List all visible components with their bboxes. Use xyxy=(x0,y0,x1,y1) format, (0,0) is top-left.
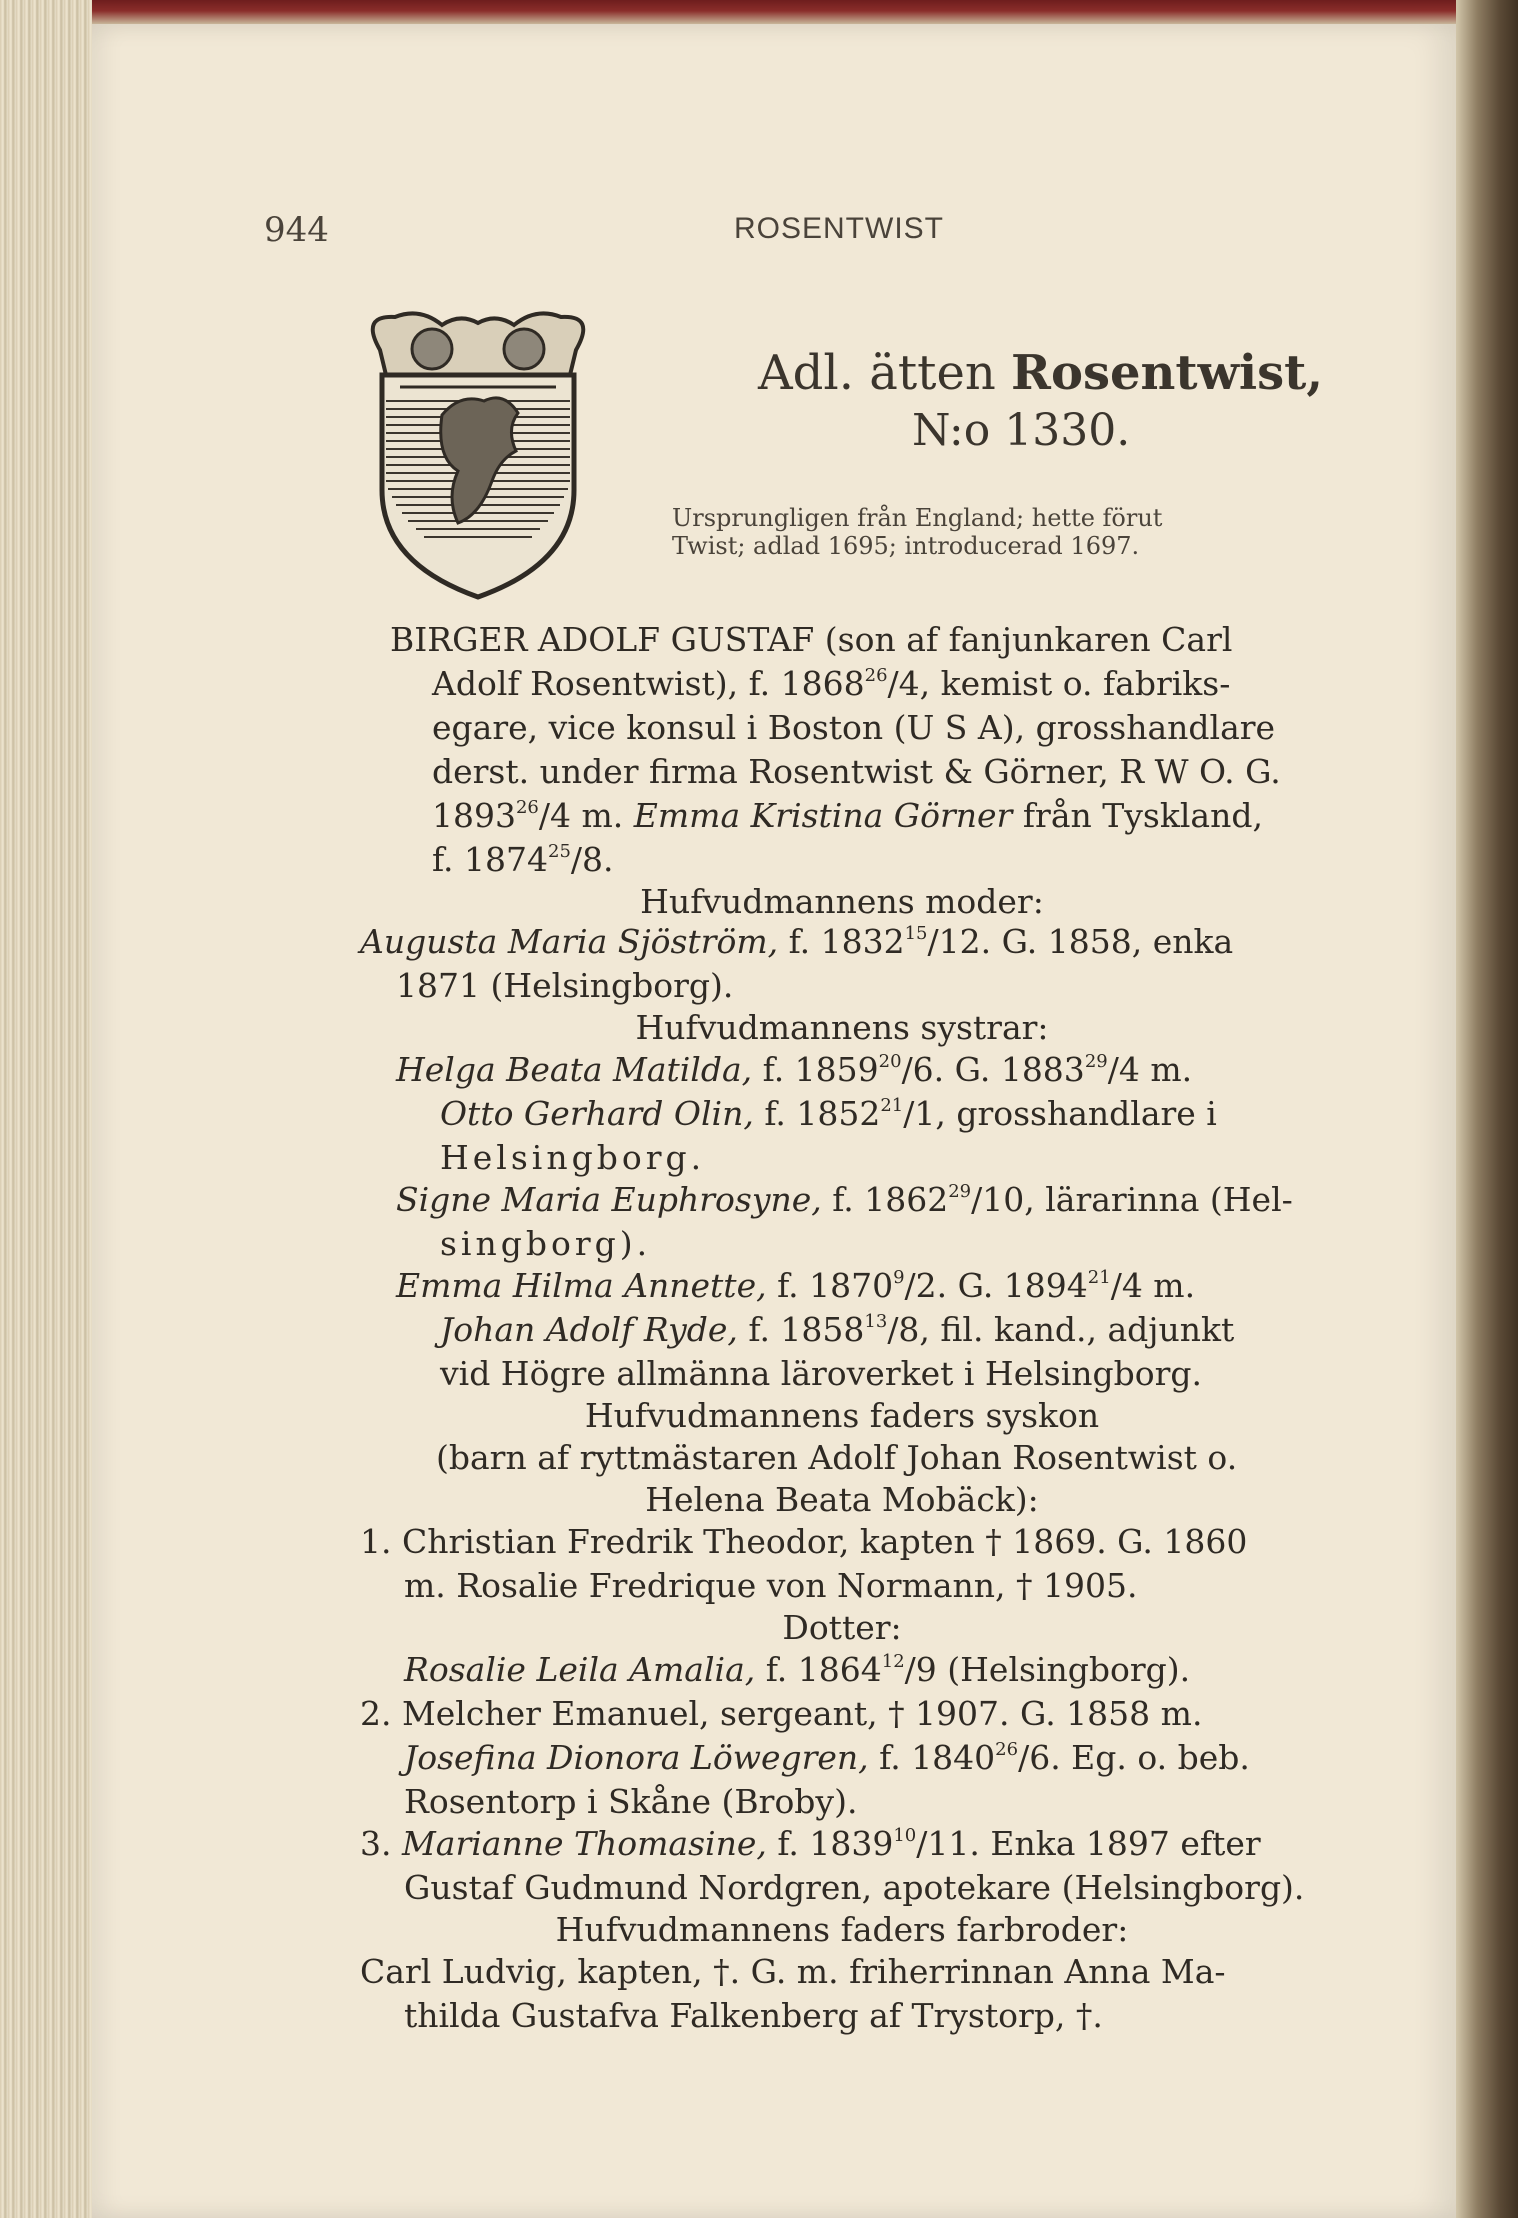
sister-2-line-2: singborg). xyxy=(440,1224,652,1263)
sister-3-line-2: Johan Adolf Ryde, f. 1858$^{13}$/8, fil. kand., adjunkt xyxy=(440,1310,1235,1349)
child-2-line-3: Rosentorp i Skåne (Broby). xyxy=(404,1782,858,1821)
sister-3-line-3: vid Högre allmänna läroverket i Helsingborg. xyxy=(440,1354,1203,1393)
entry-line-4: derst. under firma Rosentwist & Görner, R W O. G. xyxy=(432,752,1281,791)
sisters-heading: Hufvudmannens systrar: xyxy=(635,1008,1049,1047)
mother-line-1: Augusta Maria Sjöström, f. 1832$^{15}$/12. G. 1858, enka xyxy=(360,922,1234,961)
title-prefix: Adl. ätten xyxy=(758,345,996,401)
sister-1-line-3: Helsingborg. xyxy=(440,1138,706,1177)
entry-line-5: 1893$^{26}$/4 m. Emma Kristina Görner från Tyskland, xyxy=(432,796,1263,835)
sister-1-line-2: Otto Gerhard Olin, f. 1852$^{21}$/1, grosshandlare i xyxy=(440,1094,1217,1133)
origin-line-2: Twist; adlad 1695; introducerad 1697. xyxy=(672,532,1140,560)
running-head: ROSENTWIST xyxy=(734,212,944,245)
father-uncle-line-2: thilda Gustafva Falkenberg af Trystorp, †. xyxy=(404,1996,1103,2035)
father-siblings-heading: Hufvudmannens faders syskon xyxy=(584,1396,1100,1435)
father-uncle-heading: Hufvudmannens faders farbroder: xyxy=(555,1910,1129,1949)
family-title xyxy=(758,345,1323,401)
coat-of-arms-icon xyxy=(350,305,606,605)
entry-line-1: BIRGER ADOLF GUSTAF (son af fanjunkaren Carl xyxy=(390,620,1233,659)
child-2-line-2: Josefina Dionora Löwegren, f. 1840$^{26}$/6. Eg. o. beb. xyxy=(404,1738,1250,1777)
title-name: Rosentwist, xyxy=(1011,345,1324,401)
family-number: N:o 1330. xyxy=(912,405,1131,456)
child-1-line-1: 1. Christian Fredrik Theodor, kapten † 1869. G. 1860 xyxy=(360,1522,1248,1561)
mother-line-2: 1871 (Helsingborg). xyxy=(396,966,734,1005)
book-left-edge xyxy=(0,0,92,2218)
book-top-edge xyxy=(0,0,1518,24)
sister-1-line-1: Helga Beata Matilda, f. 1859$^{20}$/6. G. 1883$^{29}$/4 m. xyxy=(396,1050,1193,1089)
origin-line-1: Ursprungligen från England; hette förut xyxy=(672,504,1163,532)
child-1-line-2: m. Rosalie Fredrique von Normann, † 1905. xyxy=(404,1566,1138,1605)
entry-line-2: Adolf Rosentwist), f. 1868$^{26}$/4, kemist o. fabriks- xyxy=(432,664,1231,703)
origin-note xyxy=(672,504,1162,560)
daughter-line: Rosalie Leila Amalia, f. 1864$^{12}$/9 (Helsingborg). xyxy=(404,1650,1191,1689)
father-siblings-parents-1: (barn af ryttmästaren Adolf Johan Rosentwist o. xyxy=(436,1438,1238,1477)
mother-heading: Hufvudmannens moder: xyxy=(640,882,1044,921)
child-2-line-1: 2. Melcher Emanuel, sergeant, † 1907. G. 1858 m. xyxy=(360,1694,1203,1733)
child-3-line-2: Gustaf Gudmund Nordgren, apotekare (Helsingborg). xyxy=(404,1868,1305,1907)
sister-2-line-1: Signe Maria Euphrosyne, f. 1862$^{29}$/10, lärarinna (Hel- xyxy=(396,1180,1293,1219)
sister-3-line-1: Emma Hilma Annette, f. 1870$^9$/2. G. 1894$^{21}$/4 m. xyxy=(396,1266,1196,1305)
entry-line-3: egare, vice konsul i Boston (U S A), grosshandlare xyxy=(432,708,1276,747)
book-right-edge xyxy=(1456,0,1518,2218)
daughter-heading: Dotter: xyxy=(782,1608,902,1647)
entry-line-6: f. 1874$^{25}$/8. xyxy=(432,840,614,879)
father-siblings-parents-2: Helena Beata Mobäck): xyxy=(645,1480,1039,1519)
child-3-line-1: 3. Marianne Thomasine, f. 1839$^{10}$/11. Enka 1897 efter xyxy=(360,1824,1261,1863)
father-uncle-line-1: Carl Ludvig, kapten, †. G. m. friherrinnan Anna Ma- xyxy=(360,1952,1226,1991)
page-number: 944 xyxy=(264,210,329,250)
